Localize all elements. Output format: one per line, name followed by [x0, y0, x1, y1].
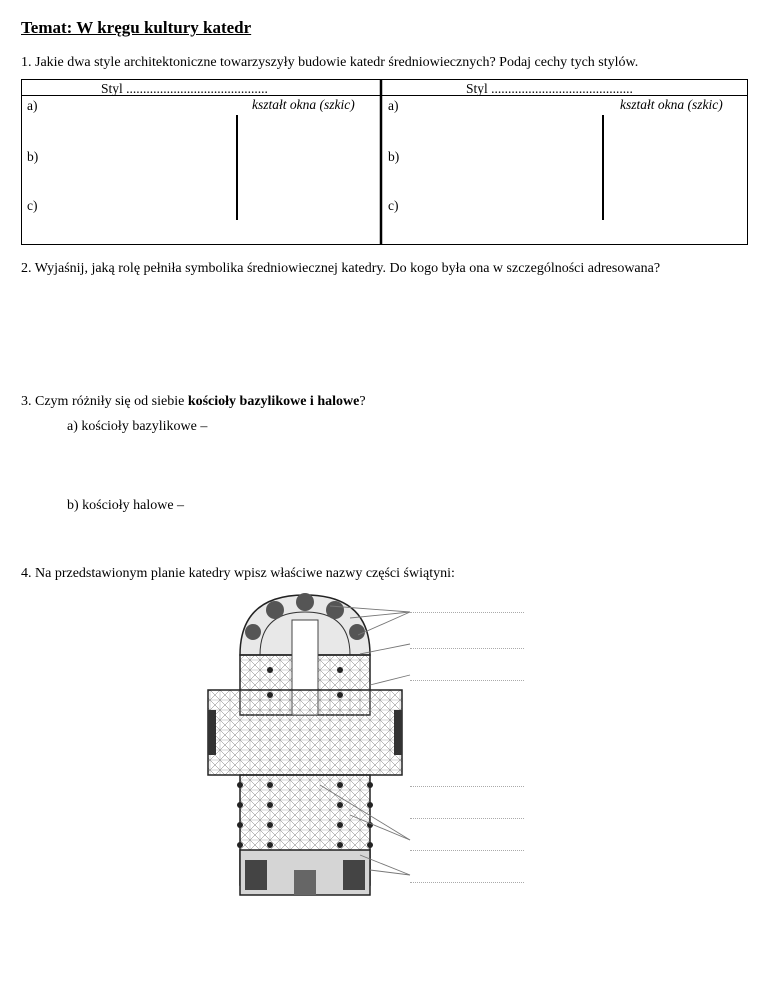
apse-chapel [245, 624, 261, 640]
right-row-a-label: a) [388, 98, 399, 113]
cathedral-plan-diagram [200, 590, 530, 920]
tower-left [245, 860, 267, 890]
question-3a-text: a) kościoły bazylikowe – [67, 419, 208, 434]
right-row-c-label: c) [388, 198, 399, 213]
transept-portal-left [208, 710, 216, 755]
question-3-bold: kościoły bazylikowe i halowe [187, 394, 360, 409]
left-row-a-label: a) [27, 98, 38, 113]
question-2-text: 2. Wyjaśnij, jaką rolę pełniła symbolika średniowiecznej katedry. Do kogo była ona w szczególności adresowana? [21, 261, 661, 276]
main-portal [294, 870, 316, 895]
right-sketch-label: kształt okna (szkic) [620, 97, 723, 112]
question-4-text: 4. Na przedstawionym planie katedry wpisz właściwe nazwy części świątyni: [21, 566, 455, 581]
transept-shape [208, 690, 402, 775]
answer-line[interactable] [410, 882, 524, 883]
right-row-b-label: b) [388, 149, 400, 164]
question-3-suffix: ? [359, 394, 366, 409]
left-sketch-label: kształt okna (szkic) [252, 97, 355, 112]
question-1-text: 1. Jakie dwa style architektoniczne towarzyszyły budowie katedr średniowiecznych? Podaj cechy tych stylów. [21, 55, 639, 70]
apse-chapel [296, 593, 314, 611]
right-style-field[interactable]: Styl .......................................... [466, 81, 633, 96]
answer-line[interactable] [410, 680, 524, 681]
apse-chapel [266, 601, 284, 619]
page-title: Temat: W kręgu kultury katedr [21, 18, 252, 37]
apse-chapel [349, 624, 365, 640]
apse-chapel [326, 601, 344, 619]
left-style-field[interactable]: Styl .......................................... [101, 81, 268, 96]
transept-portal-right [394, 710, 402, 755]
left-row-c-label: c) [27, 198, 38, 213]
answer-line[interactable] [410, 612, 524, 613]
left-row-b-label: b) [27, 149, 39, 164]
question-3b-text: b) kościoły halowe – [67, 498, 185, 513]
question-3-text [21, 394, 366, 410]
tower-right [343, 860, 365, 890]
answer-line[interactable] [410, 850, 524, 851]
answer-line[interactable] [410, 818, 524, 819]
answer-line[interactable] [410, 786, 524, 787]
answer-line[interactable] [410, 648, 524, 649]
question-3-prefix: 3. Czym różniły się od siebie [21, 394, 188, 409]
